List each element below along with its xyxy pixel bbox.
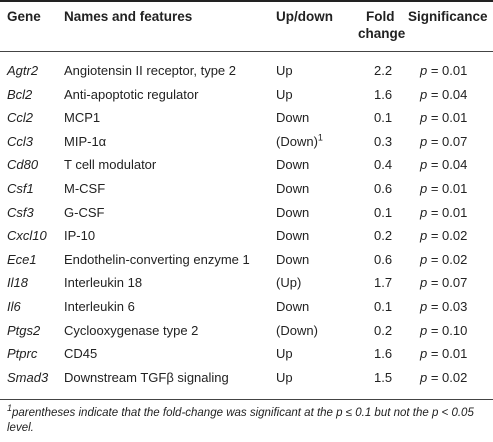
- regulation-direction: [276, 205, 309, 221]
- significance-value: [420, 157, 467, 173]
- gene-symbol: Smad3: [7, 369, 49, 385]
- regulation-direction: [276, 275, 301, 291]
- p-symbol: p: [420, 133, 428, 149]
- fold-change-value: 0.2: [374, 228, 393, 244]
- p-value: = 0.04: [427, 86, 468, 102]
- fold-change-value: 1.7: [374, 275, 393, 291]
- table-row: [0, 84, 493, 108]
- regulation-direction: [276, 181, 309, 197]
- p-symbol: p: [420, 369, 428, 385]
- gene-symbol: Ece1: [7, 251, 37, 267]
- fold-change-value: 1.5: [374, 369, 393, 385]
- p-symbol: p: [420, 298, 428, 314]
- gene-description: Interleukin 18: [64, 275, 143, 291]
- direction-label: (Down): [276, 133, 318, 149]
- fold-change-value: 0.4: [374, 157, 393, 173]
- header-names: Names and features: [64, 9, 193, 24]
- table-row: [0, 272, 493, 296]
- direction-label: Down: [276, 251, 310, 267]
- header-updown: Up/down: [276, 9, 333, 24]
- significance-value: [420, 63, 467, 79]
- p-value: = 0.04: [427, 157, 468, 173]
- p-symbol: p: [420, 157, 428, 173]
- significance-value: [420, 252, 467, 268]
- table-row: [0, 107, 493, 131]
- regulation-direction: [276, 323, 318, 339]
- gene-description: Endothelin-converting enzyme 1: [64, 251, 250, 267]
- significance-value: [420, 370, 467, 386]
- direction-label: Down: [276, 180, 310, 196]
- table-top-rule: [0, 0, 493, 2]
- table-row: [0, 296, 493, 320]
- p-symbol: p: [420, 63, 428, 78]
- p-value: = 0.02: [427, 369, 468, 385]
- fold-change-value: 0.1: [374, 204, 393, 220]
- gene-symbol: Il6: [7, 298, 21, 314]
- gene-symbol: Il18: [7, 275, 28, 291]
- table-row: [0, 154, 493, 178]
- regulation-direction: [276, 87, 293, 103]
- p-symbol: p: [420, 346, 428, 362]
- table-row: [0, 60, 493, 84]
- gene-description: Interleukin 6: [64, 298, 135, 314]
- p-value: = 0.10: [427, 322, 468, 338]
- regulation-direction: [276, 134, 323, 150]
- p-symbol: p: [420, 180, 428, 196]
- gene-description: CD45: [64, 346, 98, 362]
- gene-symbol: Ccl3: [7, 133, 34, 149]
- footnote-marker: 1: [7, 403, 13, 414]
- p-value: = 0.07: [427, 275, 468, 291]
- regulation-direction: [276, 252, 309, 268]
- significance-value: [420, 87, 467, 103]
- gene-symbol: Ptgs2: [7, 322, 41, 338]
- regulation-direction: [276, 110, 309, 126]
- regulation-direction: [276, 63, 293, 79]
- p-symbol: p: [420, 322, 428, 338]
- p-symbol: p: [420, 86, 428, 102]
- fold-change-value: 0.3: [374, 133, 393, 149]
- p-symbol: p: [420, 110, 428, 126]
- p-symbol: p: [420, 228, 428, 244]
- regulation-direction: [276, 228, 309, 244]
- direction-label: Down: [276, 204, 310, 220]
- gene-symbol: Bcl2: [7, 86, 33, 102]
- header-gene: Gene: [7, 9, 41, 24]
- p-value: = 0.01: [427, 63, 468, 78]
- header-significance: Significance: [408, 9, 488, 24]
- fold-change-value: 1.6: [374, 86, 393, 102]
- gene-description: Anti-apoptotic regulator: [64, 86, 199, 102]
- direction-label: Up: [276, 369, 293, 385]
- gene-symbol: Cd80: [7, 157, 39, 173]
- p-value: = 0.03: [427, 298, 468, 314]
- gene-description: Downstream TGFβ signaling: [64, 369, 229, 385]
- gene-description: Cyclooxygenase type 2: [64, 322, 199, 338]
- footnote-text: parentheses indicate that the fold-change was significant at the p ≤ 0.1 but not the p < 0.05 level.: [7, 407, 474, 434]
- header-fold-change: [358, 8, 405, 42]
- significance-value: [420, 346, 467, 362]
- table-row: [0, 367, 493, 391]
- p-symbol: p: [420, 251, 428, 267]
- fold-change-value: 0.6: [374, 251, 393, 267]
- p-value: = 0.01: [427, 204, 468, 220]
- fold-change-value: 0.6: [374, 180, 393, 196]
- gene-symbol: Csf3: [7, 204, 34, 220]
- table-row: [0, 202, 493, 226]
- fold-change-value: 0.1: [374, 110, 393, 126]
- gene-symbol: Agtr2: [7, 63, 39, 78]
- significance-value: [420, 228, 467, 244]
- table-row: [0, 249, 493, 273]
- direction-label: Down: [276, 157, 310, 173]
- table-row: [0, 225, 493, 249]
- direction-label: (Down): [276, 322, 318, 338]
- significance-value: [420, 299, 467, 315]
- table-row: [0, 178, 493, 202]
- significance-value: [420, 110, 467, 126]
- fold-change-value: 0.1: [374, 298, 393, 314]
- gene-description: IP-10: [64, 228, 96, 244]
- table-row: [0, 320, 493, 344]
- significance-value: [420, 323, 467, 339]
- fold-change-value: 2.2: [374, 63, 393, 78]
- significance-value: [420, 205, 467, 221]
- gene-symbol: Csf1: [7, 180, 34, 196]
- p-value: = 0.01: [427, 110, 468, 126]
- fold-change-value: 1.6: [374, 346, 393, 362]
- gene-symbol: Ptprc: [7, 346, 38, 362]
- header-fold-line1: Fold: [366, 9, 395, 24]
- regulation-direction: [276, 346, 293, 362]
- direction-label: Down: [276, 110, 310, 126]
- p-symbol: p: [420, 275, 428, 291]
- regulation-direction: [276, 370, 293, 386]
- gene-description: MIP-1α: [64, 133, 107, 149]
- gene-description: T cell modulator: [64, 157, 157, 173]
- header-fold-line2: change: [358, 26, 406, 41]
- regulation-direction: [276, 299, 309, 315]
- p-value: = 0.02: [427, 251, 468, 267]
- p-symbol: p: [420, 204, 428, 220]
- gene-description: M-CSF: [64, 180, 106, 196]
- gene-description: Angiotensin II receptor, type 2: [64, 63, 236, 78]
- gene-symbol: Cxcl10: [7, 228, 47, 244]
- direction-label: Down: [276, 298, 310, 314]
- p-value: = 0.01: [427, 180, 468, 196]
- p-value: = 0.02: [427, 228, 468, 244]
- direction-label: Up: [276, 63, 293, 78]
- significance-value: [420, 134, 467, 150]
- table-bottom-rule: [0, 399, 493, 400]
- gene-description: MCP1: [64, 110, 101, 126]
- significance-value: [420, 275, 467, 291]
- p-value: = 0.01: [427, 346, 468, 362]
- direction-label: Up: [276, 346, 293, 362]
- regulation-direction: [276, 157, 309, 173]
- significance-value: [420, 181, 467, 197]
- table-row: [0, 131, 493, 155]
- table-row: [0, 343, 493, 367]
- footnote-ref: 1: [317, 132, 323, 143]
- direction-label: (Up): [276, 275, 302, 291]
- gene-symbol: Ccl2: [7, 110, 34, 126]
- p-value: = 0.07: [427, 133, 468, 149]
- fold-change-value: 0.2: [374, 322, 393, 338]
- header-rule: [0, 51, 493, 52]
- direction-label: Up: [276, 86, 293, 102]
- table-footnote: [7, 403, 487, 436]
- table-body: [0, 60, 493, 390]
- direction-label: Down: [276, 228, 310, 244]
- gene-description: G-CSF: [64, 204, 105, 220]
